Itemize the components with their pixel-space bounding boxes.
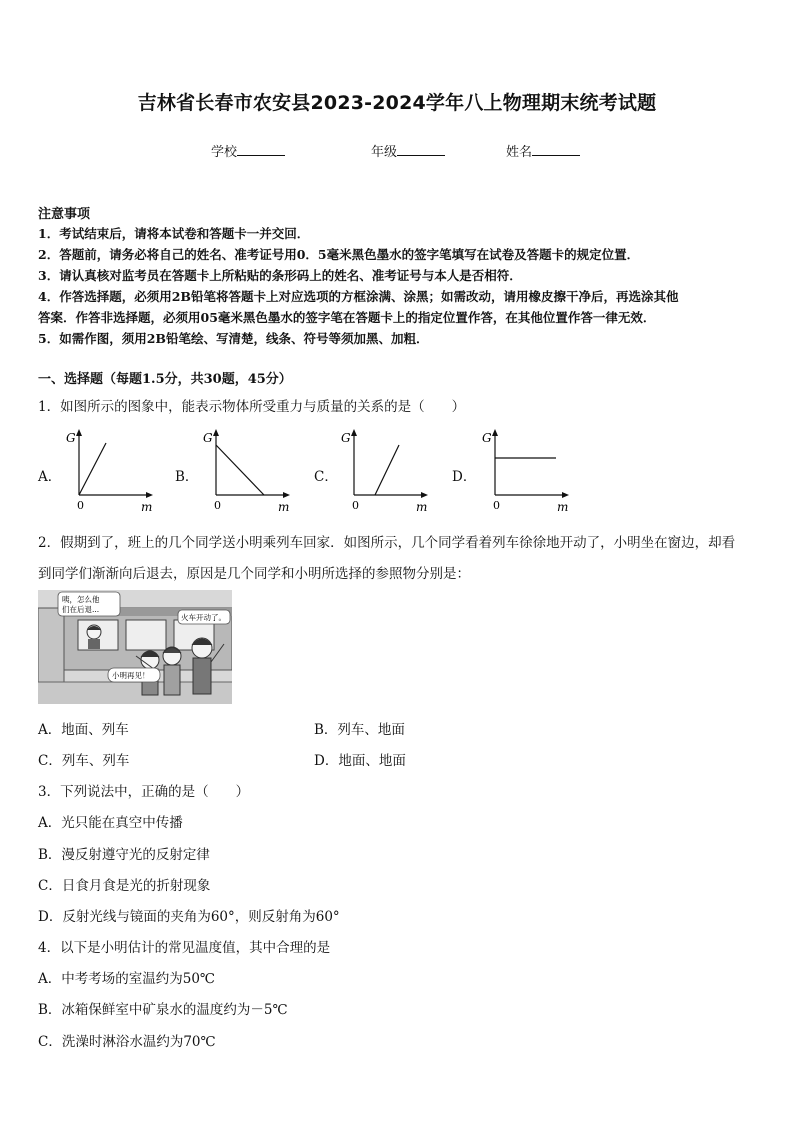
graph-a-line [79, 443, 106, 495]
q1-option-c: C． [314, 469, 338, 485]
q3-option-d: D．反射光线与镜面的夹角为60°，则反射角为60° [38, 909, 340, 925]
q1-option-d: D． [452, 469, 477, 485]
bubble-boy-line2: 们在后退... [62, 605, 100, 614]
grade-blank [397, 143, 445, 156]
notice-item-2: 2．答题前，请务必将自己的姓名、准考证号用0．5毫米黑色墨水的签字笔填写在试卷及答题卡的规定位置． [38, 247, 640, 262]
q1-option-a: A． [38, 469, 62, 485]
q2-stem-line2: 到同学们渐渐向后退去，原因是几个同学和小明所选择的参照物分别是： [38, 566, 470, 582]
graph-c-line [375, 445, 399, 495]
graph-d-y-label: G [482, 431, 492, 445]
graph-a-y-label: G [66, 431, 76, 445]
grade-field [371, 141, 445, 160]
graph-c-y-label: G [341, 431, 351, 445]
notice-item-1: 1．考试结束后，请将本试卷和答题卡一并交回． [38, 226, 310, 241]
q2-option-d: D．地面、地面 [314, 753, 406, 769]
q3-option-c: C．日食月食是光的折射现象 [38, 878, 211, 894]
name-blank [532, 143, 580, 156]
name-field [506, 141, 580, 160]
notice-item-5: 5．如需作图，须用2B铅笔绘、写清楚，线条、符号等须加黑、加粗． [38, 331, 429, 346]
q4-option-a: A．中考考场的室温约为50℃ [38, 971, 216, 987]
q1-graph-a [58, 425, 158, 515]
graph-a-origin: 0 [77, 499, 84, 512]
notice-heading: 注意事项 [38, 207, 91, 222]
bubble-train: 火车开动了。 [181, 613, 226, 622]
q4-option-b: B．冰箱保鲜室中矿泉水的温度约为－5℃ [38, 1002, 288, 1018]
graph-a-x-label: m [141, 500, 153, 514]
graph-c-origin: 0 [352, 499, 359, 512]
q1-graph-b [195, 425, 295, 515]
school-blank [237, 143, 285, 156]
q1-stem: 1．如图所示的图象中，能表示物体所受重力与质量的关系的是（ ） [38, 399, 466, 415]
q2-option-b: B．列车、地面 [314, 722, 405, 738]
q2-option-a: A．地面、列车 [38, 722, 129, 738]
page-title: 吉林省长春市农安县2023-2024学年八上物理期末统考试题 [137, 92, 657, 114]
graph-b-line [216, 445, 264, 495]
q2-train-illustration [38, 590, 232, 704]
notice-item-4: 4．作答选择题，必须用2B铅笔将答题卡上对应选项的方框涂满、涂黑；如需改动，请用橡皮擦干净后，再选涂其他 [38, 289, 679, 304]
graph-d-origin: 0 [493, 499, 500, 512]
graph-b-origin: 0 [214, 499, 221, 512]
q3-option-a: A．光只能在真空中传播 [38, 815, 183, 831]
name-label: 姓名 [506, 145, 533, 160]
graph-d-x-label: m [557, 500, 569, 514]
section-heading: 一、选择题（每题1.5分，共30题，45分） [38, 372, 292, 387]
q2-option-c: C．列车、列车 [38, 753, 130, 769]
school-field [211, 141, 285, 160]
graph-b-x-label: m [278, 500, 290, 514]
q1-graph-c [333, 425, 433, 515]
notice-item-3: 3．请认真核对监考员在答题卡上所粘贴的条形码上的姓名、准考证号与本人是否相符． [38, 268, 522, 283]
q3-option-b: B．漫反射遵守光的反射定律 [38, 847, 210, 863]
q3-stem: 3．下列说法中，正确的是（ ） [38, 784, 250, 800]
graph-b-y-label: G [203, 431, 213, 445]
school-label: 学校 [211, 145, 238, 160]
graph-c-x-label: m [416, 500, 428, 514]
q4-option-c: C．洗澡时淋浴水温约为70℃ [38, 1034, 216, 1050]
q2-stem-line1: 2．假期到了，班上的几个同学送小明乘列车回家．如图所示，几个同学看着列车徐徐地开动了，小明坐在窗边，却看 [38, 535, 736, 551]
grade-label: 年级 [371, 145, 398, 160]
q1-graph-d [474, 425, 574, 515]
q4-stem: 4．以下是小明估计的常见温度值，其中合理的是 [38, 940, 331, 956]
bubble-boy-line1: 咦，怎么他 [62, 595, 100, 604]
bubble-goodbye: 小明再见！ [112, 671, 150, 680]
notice-item-4-cont: 答案．作答非选择题，必须用05毫米黑色墨水的签字笔在答题卡上的指定位置作答，在其他位置作答一律无效． [38, 310, 656, 325]
q1-option-b: B． [175, 469, 199, 485]
